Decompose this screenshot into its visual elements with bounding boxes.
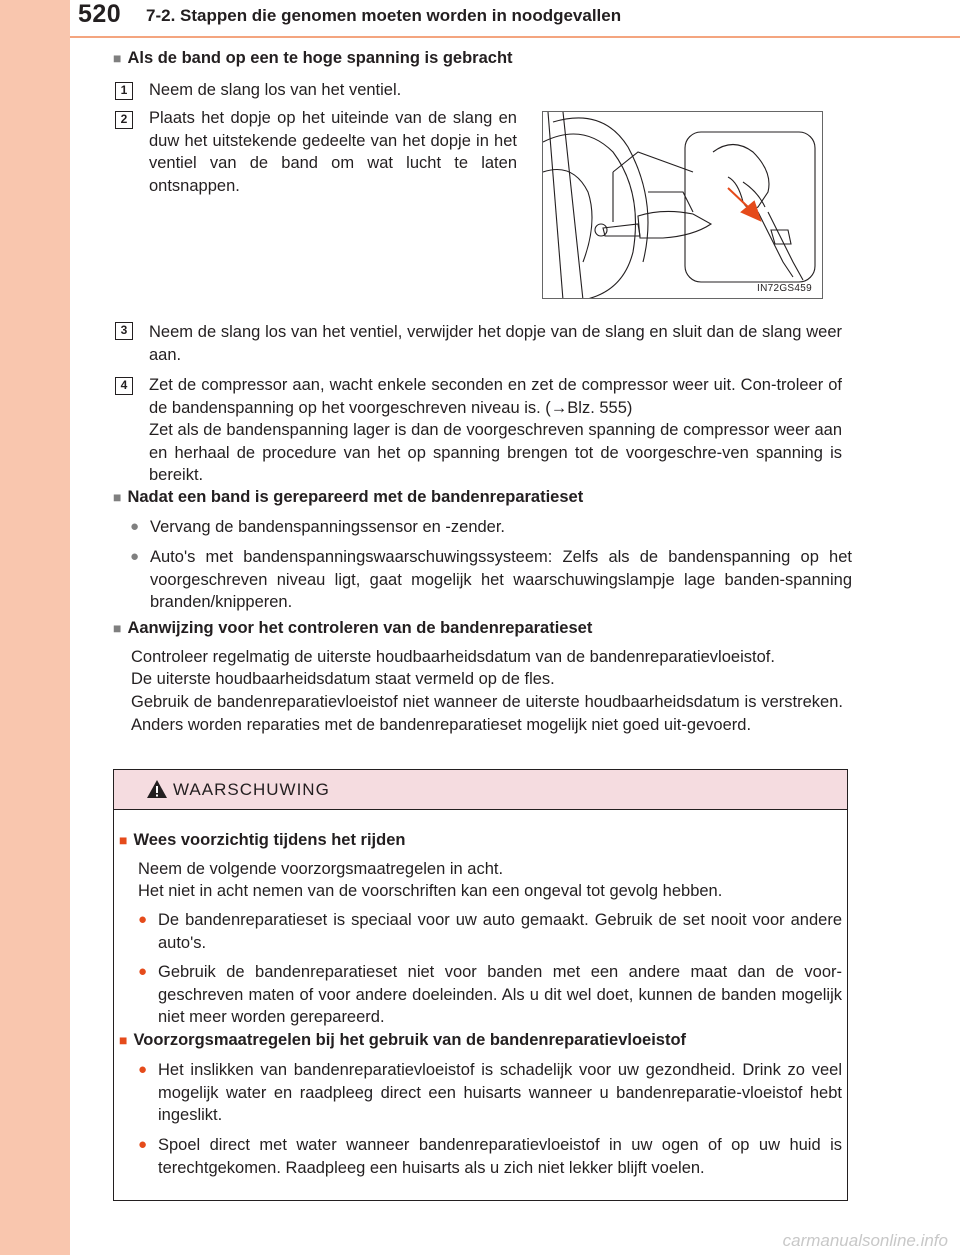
step-text-continued: Zet als de bandenspanning lager is dan de voorgeschreven spanning de compressor weer aan en herhaal de procedure van het op spanning brengen tot de voorgeschre-ven spanning is bereikt. — [149, 421, 842, 484]
square-bullet-icon: ■ — [113, 50, 122, 66]
warning-list-item: ● De bandenreparatieset is speciaal voor uw auto gemaakt. Gebruik de set nooit voor andere auto's. — [138, 911, 842, 952]
figure-code: IN72GS459 — [757, 283, 812, 294]
warning-subheading-fluid: ■ Voorzorgsmaatregelen bij het gebruik van de bandenreparatievloeistof — [119, 1031, 687, 1049]
warning-subheading-driving: ■ Wees voorzichtig tijdens het rijden — [119, 831, 406, 849]
step-text: Plaats het dopje op het uiteinde van de slang en duw het uitstekende gedeelte van het dopje in het ventiel van de band om wat lucht te laten ontsnappen. — [149, 109, 517, 195]
step-number: 3 — [115, 322, 133, 340]
square-bullet-icon: ■ — [113, 489, 122, 505]
square-bullet-icon: ■ — [119, 832, 128, 848]
header-divider — [70, 36, 960, 38]
section-heading-check-kit: ■ Aanwijzing voor het controleren van de bandenreparatieset — [113, 619, 593, 637]
round-bullet-icon: ● — [138, 911, 148, 928]
page-number: 520 — [78, 0, 122, 28]
round-bullet-icon: ● — [130, 548, 140, 565]
valve-illustration — [542, 111, 823, 299]
round-bullet-icon: ● — [138, 963, 148, 980]
round-bullet-icon: ● — [138, 1136, 148, 1153]
list-item: ● Auto's met bandenspanningswaarschuwingssysteem: Zelfs als de bandenspanning op het voorgeschreven niveau ligt, gaat mogelijk het waarschuwingslampje lage banden-spanning branden/knipperen. — [130, 548, 852, 611]
step-text: Neem de slang los van het ventiel. — [149, 81, 402, 99]
step-number: 2 — [115, 111, 133, 129]
chapter-title: 7-2. Stappen die genomen moeten worden in noodgevallen — [146, 6, 622, 25]
body-line: Controleer regelmatig de uiterste houdbaarheidsdatum van de bandenreparatievloeistof. — [131, 648, 775, 666]
warning-list-item: ● Het inslikken van bandenreparatievloeistof is schadelijk voor uw gezondheid. Drink zo veel mogelijk water en raadpleeg direct een huisarts wanneer u bandenreparatie-vloeistof hebt ingeslikt. — [138, 1061, 842, 1124]
warning-triangle-icon — [146, 779, 168, 799]
step-number: 1 — [115, 82, 133, 100]
round-bullet-icon: ● — [130, 518, 140, 535]
warning-line: Neem de volgende voorzorgsmaatregelen in acht. — [138, 860, 504, 878]
list-item: ● Vervang de bandenspanningssensor en -zender. — [130, 516, 844, 539]
step-text: Neem de slang los van het ventiel, verwijder het dopje van de slang en sluit dan de slang weer aan. — [149, 323, 842, 364]
square-bullet-icon: ■ — [113, 620, 122, 636]
body-line: Gebruik de bandenreparatievloeistof niet wanneer de uiterste houdbaarheidsdatum is verstreken. Anders worden reparaties met de bandenreparatieset mogelijk niet goed uit-gevoerd. — [131, 693, 843, 734]
step-text: Zet de compressor aan, wacht enkele seconden en zet de compressor weer uit. Con-troleer of de bandenspanning op het voorgeschreven niveau is. (→Blz. 555) — [149, 376, 842, 417]
warning-line: Het niet in acht nemen van de voorschriften kan een ongeval tot gevolg hebben. — [138, 882, 723, 900]
section-heading-after-repair: ■ Nadat een band is gerepareerd met de bandenreparatieset — [113, 488, 584, 506]
tire-valve-drawing — [543, 112, 823, 299]
warning-header — [114, 770, 847, 810]
warning-list-item: ● Spoel direct met water wanneer bandenreparatievloeistof in uw ogen of op uw huid is terechtgekomen. Raadpleeg een huisarts als u zich niet lekker blijft voelen. — [138, 1136, 842, 1177]
warning-title: WAARSCHUWING — [173, 780, 330, 799]
side-color-strip — [0, 0, 70, 1255]
section-heading-overinflated: ■ Als de band op een te hoge spanning is gebracht — [113, 49, 513, 67]
square-bullet-icon: ■ — [119, 1032, 128, 1048]
warning-list-item: ● Gebruik de bandenreparatieset niet voor banden met een andere maat dan de voor-geschreven maten of voor andere doeleinden. Als u dit wel doet, kunnen de banden mogelijk niet meer worden gerepareerd. — [138, 963, 842, 1026]
warning-box — [113, 769, 848, 1201]
watermark: carmanualsonline.info — [782, 1231, 948, 1250]
round-bullet-icon: ● — [138, 1061, 148, 1078]
body-line: De uiterste houdbaarheidsdatum staat vermeld op de fles. — [131, 670, 555, 688]
step-number: 4 — [115, 377, 133, 395]
